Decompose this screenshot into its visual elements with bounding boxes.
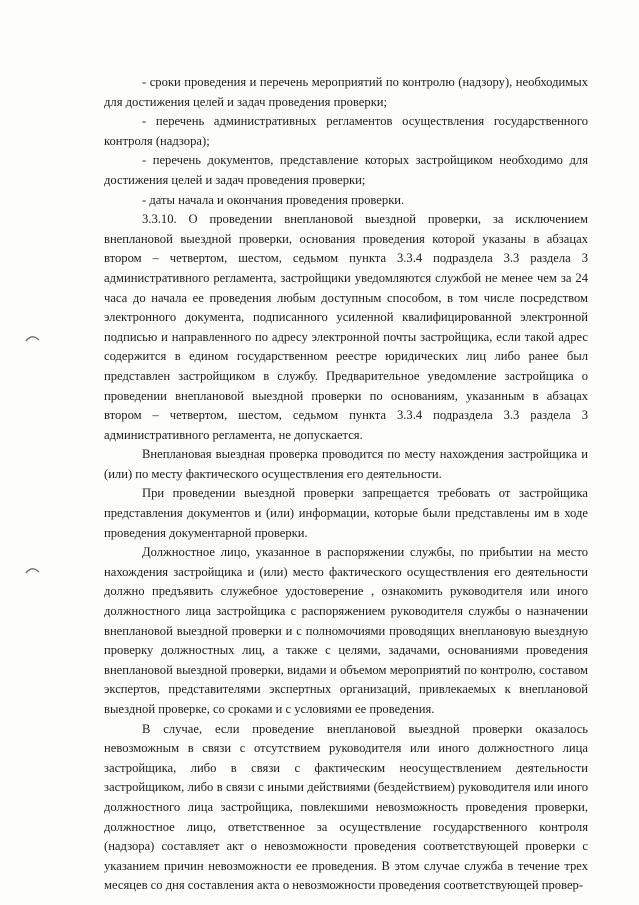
paragraph: 3.3.10. О проведении внеплановой выездной проверки, за исключением внеплановой выездной проверки, основания проведения которой указаны в абзацах втором – четвертом, шестом, седьмом пункта 3.3.4 подраздела 3.3 раздела 3 административного регламента, застройщики уведомляются службой не менее чем за 24 часа до начала ее проведения любым доступным способом, в том числе посредством электронного документа, подписанного усиленной квалифицированной электронной подписью и направленного по адресу электронной почты застройщика, если такой адрес содержится в едином государственном реестре юридических лиц либо ранее был представлен застройщиком в службу. Предварительное уведомление застройщика о проведении внеплановой выездной проверки по основаниям, указанным в абзацах втором – четвертом, шестом, седьмом пункта 3.3.4 подраздела 3.3 раздела 3 административного регламента, не допускается. [104,212,588,442]
paragraph: Должностное лицо, указанное в распоряжении службы, по прибытии на место нахождения застройщика и (или) место фактического осуществления его деятельности должно предъявить служебное удостоверение , ознакомить руководителя или иного должностного лица застройщика с распоряжением руководителя службы о назначении внеплановой выездной проверки и с полномочиями проводящих внеплановую выездную проверку должностных лиц, а также с целями, задачами, основаниями проведения внеплановой выездной проверки, видами и объемом мероприятий по контролю, составом экспертов, представителями экспертных организаций, привлекаемых к внеплановой выездной проверке, со сроками и с условиями ее проведения. [104,545,588,716]
paragraph: - перечень административных регламентов осуществления государственного контроля (надзора); [104,114,588,148]
document-body [104,73,588,896]
binding-mark-bottom [25,563,41,575]
paragraph: - перечень документов, представление которых застройщиком необходимо для достижения целей и задач проведения проверки; [104,153,588,187]
paragraph: В случае, если проведение внеплановой выездной проверки оказалось невозможным в связи с отсутствием руководителя или иного должностного лица застройщика, либо в связи с фактическим неосуществлением деятельности застройщиком, либо в связи с иными действиями (бездействием) руководителя или иного должностного лица застройщика, повлекшими невозможность проведения проверки, должностное лицо, ответственное за осуществление государственного контроля (надзора) составляет акт о невозможности проведения соответствующей проверки с указанием причин невозможности ее проведения. В этом случае служба в течение трех месяцев со дня составления акта о невозможности проведения соответствующей провер- [104,721,588,893]
paragraph: - сроки проведения и перечень мероприятий по контролю (надзору), необходимых для достижения целей и задач проведения проверки; [104,75,588,109]
paragraph: Внеплановая выездная проверка проводится по месту нахождения застройщика и (или) по месту фактического осуществления его деятельности. [104,447,588,481]
paragraph: При проведении выездной проверки запрещается требовать от застройщика представления документов и (или) информации, которые были представлены им в ходе проведения документарной проверки. [104,486,588,540]
paragraph: - даты начала и окончания проведения проверки. [142,192,405,207]
binding-mark-top [25,331,41,343]
